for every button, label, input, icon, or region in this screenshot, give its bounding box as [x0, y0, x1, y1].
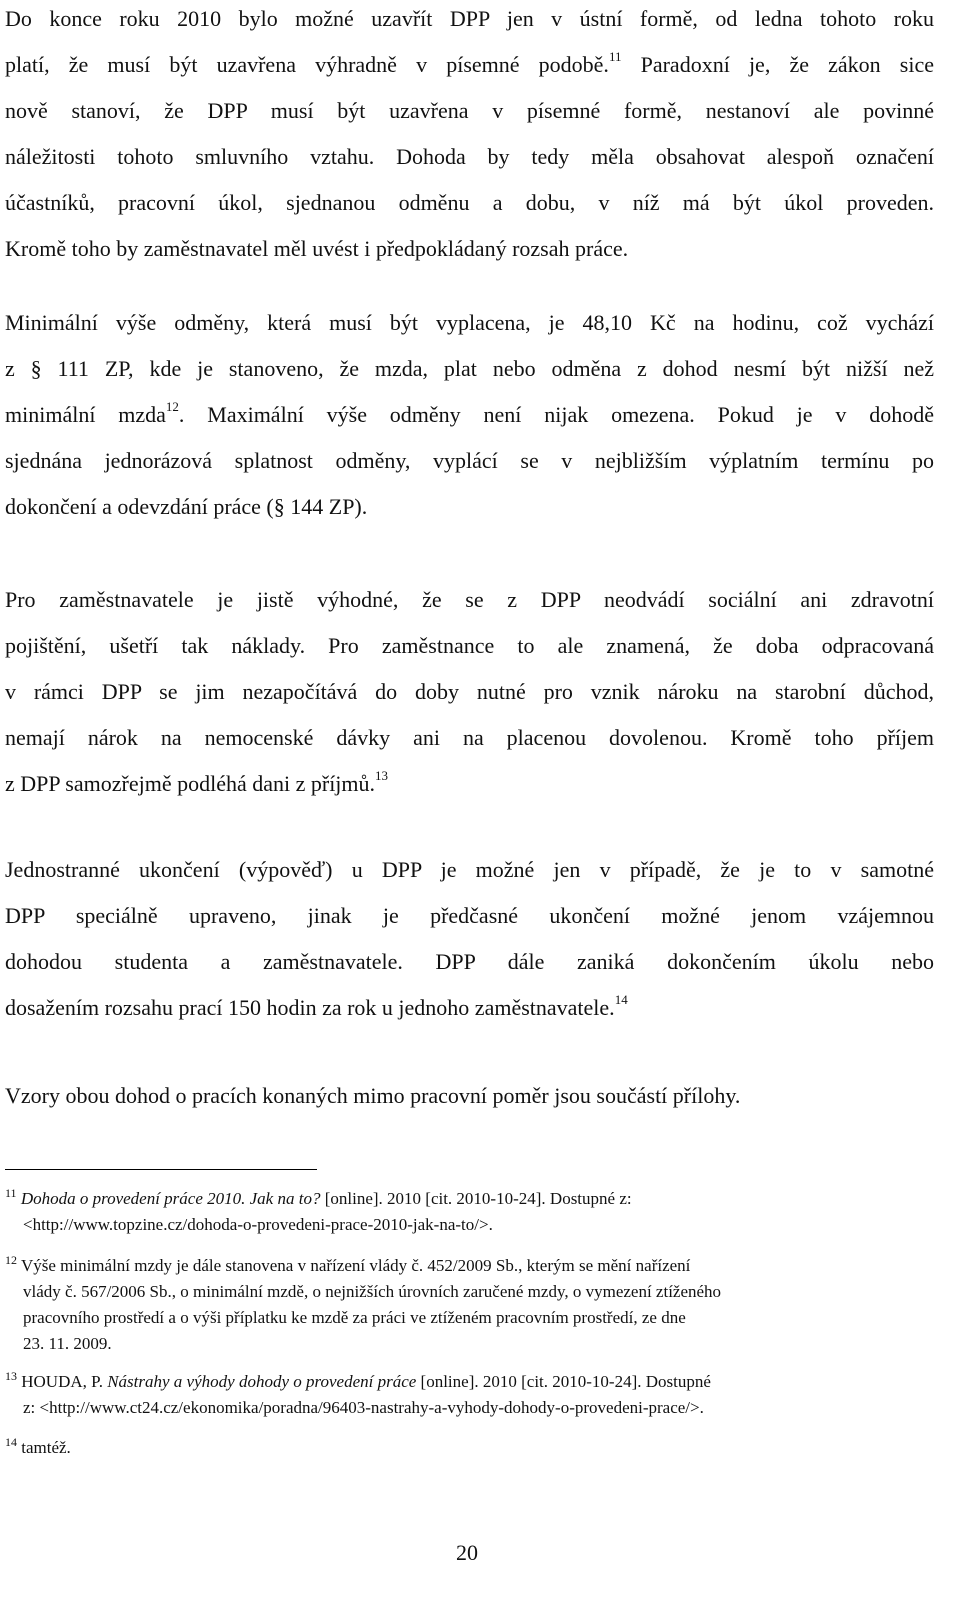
footnote-number: 14 [5, 1435, 17, 1449]
paragraph-3 [5, 577, 934, 807]
text-line: nově stanoví, že DPP musí být uzavřena v písemné formě, nestanoví ale povinné [5, 98, 934, 123]
paragraph-4 [5, 847, 934, 1031]
footnote-ref-11[interactable]: 11 [608, 49, 622, 64]
footnote-ref-12[interactable]: 12 [165, 399, 179, 414]
footnote-url[interactable]: z: <http://www.ct24.cz/ekonomika/poradna/96403-nastrahy-a-vyhody-dohody-o-provedeni-prace/>. [23, 1398, 704, 1417]
text-line: DPP speciálně upraveno, jinak je předčasné ukončení možné jenom vzájemnou [5, 903, 934, 928]
footnote-ref-14[interactable]: 14 [614, 992, 628, 1007]
text-line: z DPP samozřejmě podléhá dani z příjmů.$^{13}$ [5, 768, 389, 796]
text-line: dokončení a odevzdání práce (§ 144 ZP). [5, 494, 368, 519]
footnote-14: $^{14}$ tamtéž. [5, 1435, 71, 1457]
footnote-11: $^{11}$ Dohoda o provedení práce 2010. Jak na to? [online]. 2010 [cit. 2010-10-24]. Dostupné z: <http://www.topzine.cz/dohoda-o-provedeni-prace-2010-jak-na-to/>. [5, 1186, 935, 1238]
footnote-number: 13 [5, 1369, 17, 1383]
paragraph-1 [5, 0, 934, 272]
text-line: nemají nárok na nemocenské dávky ani na placenou dovolenou. Kromě toho příjem [5, 725, 934, 750]
text-line: Kromě toho by zaměstnavatel měl uvést i předpokládaný rozsah práce. [5, 236, 629, 261]
text-line: Jednostranné ukončení (výpověď) u DPP je možné jen v případě, že je to v samotné [5, 857, 934, 882]
footnote-url[interactable]: <http://www.topzine.cz/dohoda-o-provedeni-prace-2010-jak-na-to/>. [23, 1215, 493, 1234]
text-line: pojištění, ušetří tak náklady. Pro zaměstnance to ale znamená, že doba odpracovaná [5, 633, 934, 658]
footnote-number: 12 [5, 1253, 17, 1267]
text-line: sjednána jednorázová splatnost odměny, vyplácí se v nejbližším výplatním termínu po [5, 448, 934, 473]
footnote-13: $^{13}$ HOUDA, P. Nástrahy a výhody dohody o provedení práce [online]. 2010 [cit. 2010-10-24]. Dostupné z: <http://www.ct24.cz/ekonomika/poradna/96403-nastrahy-a-vyhody-dohody-o-provedeni-prace/>. [5, 1369, 935, 1421]
text-line: minimální mzda$^{12}$. Maximální výše odměny není nijak omezena. Pokud je v dohodě [5, 399, 934, 427]
text-line: dohodou studenta a zaměstnavatele. DPP dále zaniká dokončením úkolu nebo [5, 949, 934, 974]
text-line: v rámci DPP se jim nezapočítává do doby nutné pro vznik nároku na starobní důchod, [5, 679, 934, 704]
text-line: z § 111 ZP, kde je stanoveno, že mzda, plat nebo odměna z dohod nesmí být nižší než [5, 356, 934, 381]
paragraph-5 [5, 1073, 934, 1119]
text-line: dosažením rozsahu prací 150 hodin za rok u jednoho zaměstnavatele.$^{14}$ [5, 992, 628, 1020]
footnote-ref-13[interactable]: 13 [375, 768, 389, 783]
paragraph-2 [5, 300, 934, 530]
text-line: Vzory obou dohod o pracích konaných mimo pracovní poměr jsou součástí přílohy. [5, 1083, 741, 1108]
page-number: 20 [456, 1540, 478, 1565]
text-line: platí, že musí být uzavřena výhradně v písemné podobě.$^{11}$ Paradoxní je, že zákon sice [5, 49, 934, 77]
text-line: náležitosti tohoto smluvního vztahu. Dohoda by tedy měla obsahovat alespoň označení [5, 144, 934, 169]
footnote-separator [5, 1169, 317, 1170]
text-line: Minimální výše odměny, která musí být vyplacena, je 48,10 Kč na hodinu, což vychází [5, 310, 934, 335]
text-line: Pro zaměstnavatele je jistě výhodné, že se z DPP neodvádí sociální ani zdravotní [5, 587, 934, 612]
footnote-12: $^{12}$ Výše minimální mzdy je dále stanovena v nařízení vlády č. 452/2009 Sb., kterým se mění nařízení vlády č. 567/2006 Sb., o minimální mzdě, o nejnižších úrovních zaručené mzdy, o vymezení ztíženého pracovního prostředí a o výši příplatku ke mzdě za práci ve ztíženém pracovním prostředí, ze dne 23. 11. 2009. [5, 1253, 722, 1353]
footnote-number: 11 [5, 1186, 17, 1200]
text-line: Do konce roku 2010 bylo možné uzavřít DPP jen v ústní formě, od ledna tohoto roku [5, 6, 934, 31]
text-line: účastníků, pracovní úkol, sjednanou odměnu a dobu, v níž má být úkol proveden. [5, 190, 934, 215]
